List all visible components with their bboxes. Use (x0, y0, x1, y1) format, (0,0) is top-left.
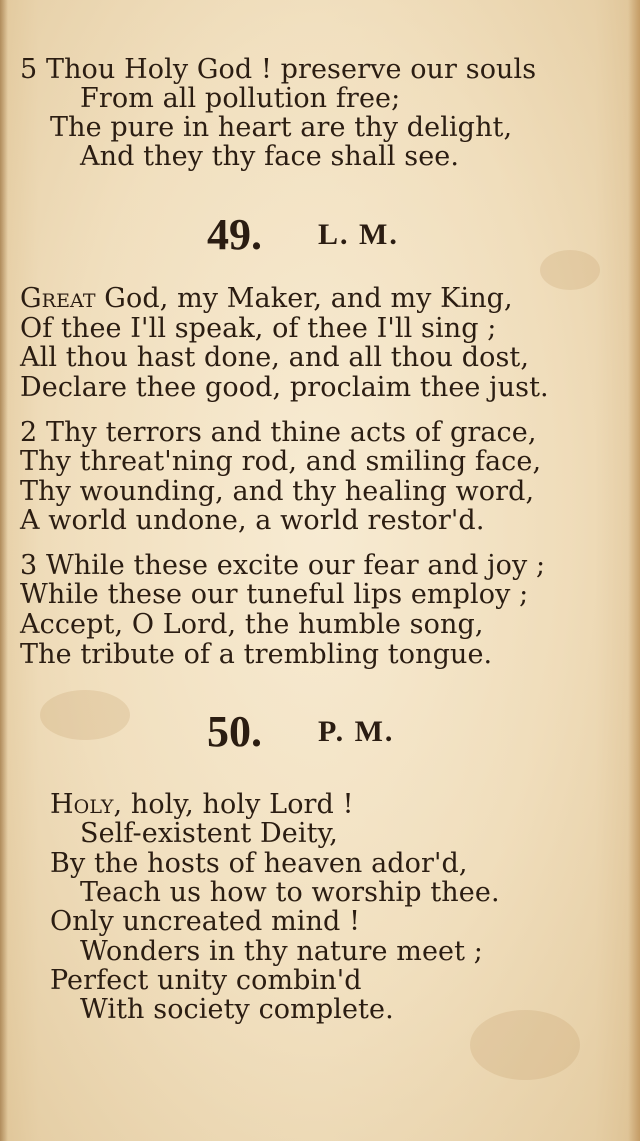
verse-line: Declare thee good, proclaim thee just. (20, 372, 549, 403)
verse-line: A world undone, a world restor'd. (20, 505, 485, 536)
first-line-rest: God, my Maker, and my King, (95, 283, 513, 314)
verse-line: Thy wounding, and thy healing word, (20, 476, 535, 507)
verse-line: With society complete. (80, 994, 394, 1025)
page-right-edge (628, 0, 640, 1141)
hymn-number: 49. (207, 210, 262, 259)
verse-line (20, 284, 513, 314)
verse-line: 5 Thou Holy God ! preserve our souls (20, 54, 537, 85)
verse-line: By the hosts of heaven ador'd, (50, 848, 468, 879)
hymn-meter: P. M. (318, 715, 395, 748)
verse-line: Self-existent Deity, (80, 818, 338, 849)
verse-line: Accept, O Lord, the humble song, (20, 609, 484, 640)
first-word: Great (20, 283, 96, 314)
verse-line: 2 Thy terrors and thine acts of grace, (20, 417, 537, 448)
page-left-edge (0, 0, 8, 1141)
foxing-stain (40, 690, 130, 740)
hymn-meter: L. M. (318, 218, 399, 251)
verse-line: Thy threat'ning rod, and smiling face, (20, 446, 542, 477)
verse-line: The tribute of a trembling tongue. (20, 639, 493, 670)
verse-line: 3 While these excite our fear and joy ; (20, 550, 546, 581)
verse-line: All thou hast done, and all thou dost, (20, 342, 530, 373)
hymn-number: 50. (207, 707, 262, 756)
verse-line: While these our tuneful lips employ ; (20, 579, 529, 610)
verse-line: From all pollution free; (80, 83, 401, 114)
first-word: Holy (50, 789, 114, 820)
verse-line (50, 790, 354, 820)
verse-line: Of thee I'll speak, of thee I'll sing ; (20, 313, 497, 344)
verse-line: Only uncreated mind ! (50, 906, 361, 937)
verse-line: Teach us how to worship thee. (80, 877, 500, 908)
verse-line: Perfect unity combin'd (50, 965, 362, 996)
verse-line: Wonders in thy nature meet ; (80, 936, 483, 967)
verse-line: The pure in heart are thy delight, (50, 112, 513, 143)
foxing-stain (540, 250, 600, 290)
first-line-rest: , holy, holy Lord ! (113, 789, 354, 820)
foxing-stain (470, 1010, 580, 1080)
verse-line: And they thy face shall see. (80, 141, 460, 172)
